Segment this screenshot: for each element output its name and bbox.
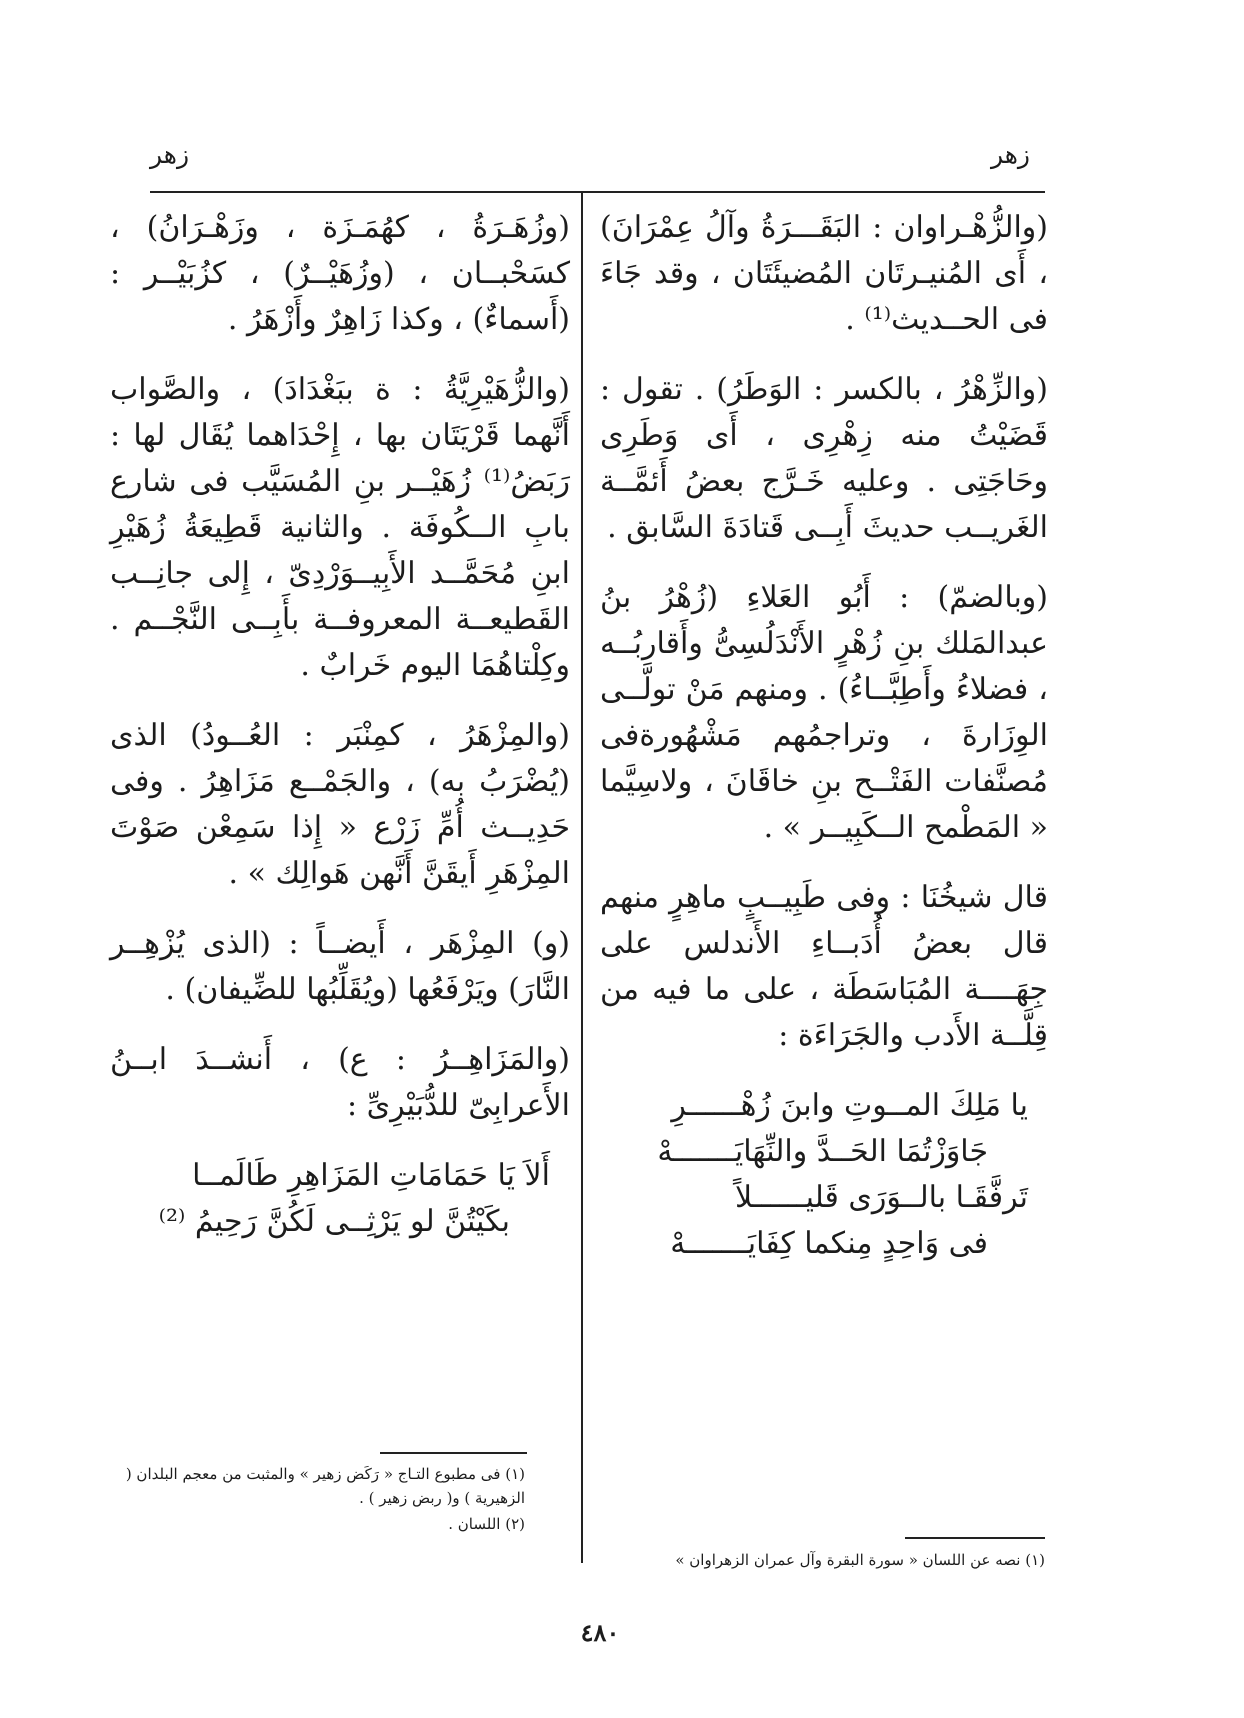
entry-paragraph: (والمَزَاهِــرُ : ع) ، أَنشــدَ ابــنُ الأَعرابِىّ للدُّبَيْرِىِّ : <box>110 1042 570 1123</box>
entry-paragraph: (والمِزْهَرُ ، كمِنْبَر : العُــودُ) الذى (يُضْرَبُ به) ، والجَمْــع مَزَاهِرُ . وفى حَدِيــث أُمِّ زَرْع « إِذا سَمِعْن صَوْتَ المِزْهَرِ أَيقَنَّ أَنَّهن هَوالِك » . <box>110 718 570 891</box>
entry-paragraph: (والزِّهْرُ ، بالكسر : الوَطَرُ) . تقول : قَضَيْتُ منه زِهْرِى ، أَى وَطَرِى وحَاجَتِى . وعليه خَـرَّج بعضُ أَئمَّــة الغَريــب حديثَ أَبِــى قَتادَةَ السَّابق . <box>600 372 1048 545</box>
verse-line: يا مَلِكَ المــوتِ وابنَ زُهْــــــرِ <box>671 1088 1028 1123</box>
entry-paragraph: (وبالضمّ) : أَبُو العَلاءِ (زُهْرُ بنُ عبدالمَلك بنِ زُهْرٍ الأَنْدَلُسِىُّ وأَقاربُــه ، فضلاءُ وأَطِبَّــاءُ) . ومنهم مَنْ تولَّــى الوِزَارةَ ، وتراجمُهم مَشْهُورةفى مُصنَّفات الفَتْــح بنِ خاقَانَ ، ولاسِيَّما « المَطْمح الــكَبِيــر » . <box>600 580 1048 845</box>
column-divider <box>581 193 583 1563</box>
right-column <box>600 205 1048 1277</box>
left-column <box>110 205 570 1255</box>
footnote-rule-right <box>905 1537 1045 1539</box>
footnote: (٢) اللسان . <box>448 1515 525 1533</box>
footnote: (١) فى مطبوع التـاج « رَكَض زهير » والمثبت من معجم البلدان ( الزهيرية ) و( ربض زهير ) . <box>125 1465 525 1507</box>
footnote-rule-left <box>380 1452 527 1454</box>
entry-paragraph: (وزُهَـرَةُ ، كهُمَـزَة ، وزَهْـرَانُ) ، كسَحْبــان ، (وزُهَيْــرٌ) ، كزُبَيْــر : (أَسماءٌ) ، وكذا زَاهِرٌ وأَزْهَرُ . <box>110 210 570 337</box>
running-header-right: زهر <box>990 140 1030 169</box>
poem-verse <box>600 1083 1048 1267</box>
verse-line: فى وَاحِدٍ مِنكما كِفَايَـــــــهْ <box>670 1226 988 1261</box>
page-number: ٤٨٠ <box>580 1618 620 1647</box>
entry-paragraph: (والزُّهْـراوان : البَقَـــرَةُ وآلُ عِمْرَانَ) ، أَى المُنيـرتَان المُضيئَتَان ، وقد جَاءَ فى الحــديث⁽¹⁾ . <box>600 210 1048 337</box>
entry-paragraph: (و) المِزْهَر ، أَيضــاً : (الذى يُزْهِــر النَّارَ) ويَرْفَعُها (ويُقَلِّبُها للضِّيفان) . <box>110 926 570 1007</box>
footnotes-right <box>600 1548 1045 1574</box>
running-header-left: زهر <box>150 140 190 169</box>
footnotes-left <box>115 1462 525 1538</box>
footnote: (١) نصه عن اللسان « سورة البقرة وآل عمران الزهراوان » <box>675 1551 1045 1569</box>
verse-line: جَاوَزْتُمَا الحَــدَّ والنِّهَايَـــــــهْ <box>657 1134 988 1169</box>
entry-paragraph: (والزُّهَيْرِيَّةُ : ة ببَغْدَادَ) ، والصَّواب أَنَّهما قَرْيَتَان بها ، إِحْدَاهما يُقَال لها : رَبَضُ⁽¹⁾ زُهَيْــر بنِ المُسَيَّب فى شارع بابِ الــكُوفَة . والثانية قَطِيعَةُ زُهَيْرِ ابنِ مُحَمَّــد الأَبِيــوَرْدِىّ ، إِلى جانِــب القَطيعــة المعروفــة بأَبِــى النَّجْــم . وكِلْتاهُمَا اليوم خَرابٌ . <box>110 372 570 683</box>
verse-line: بكَيْتُنَّ لو يَرْثِــى لَكُنَّ رَحِيمُ ⁽²⁾ <box>158 1204 510 1239</box>
verse-line: تَرفَّقَـا بالــوَرَى قَليــــــلاً <box>734 1180 1028 1215</box>
header-rule <box>150 191 1045 193</box>
entry-paragraph: قال شيخُنَا : وفى طَبِيــبٍ ماهِرٍ منهم قال بعضُ أُدَبــاءِ الأَندلس على جِهَــــة المُبَاسَطَة ، على ما فيه من قِلَّــة الأَدب والجَرَاءَة : <box>600 880 1048 1053</box>
poem-verse <box>110 1153 570 1245</box>
verse-line: أَلاَ يَا حَمَامَاتِ المَزَاهِرِ طَالَمــا <box>192 1158 550 1193</box>
